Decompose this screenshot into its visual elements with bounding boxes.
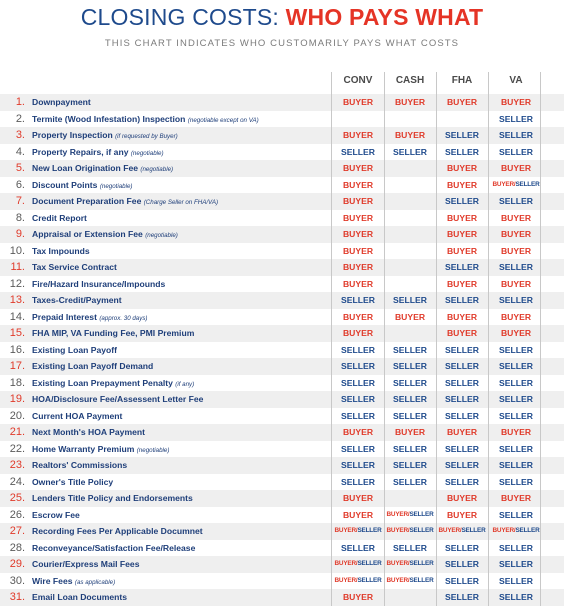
table-row <box>0 177 564 194</box>
row-number: 6. <box>15 178 25 191</box>
row-label <box>32 424 145 441</box>
cell-cash: SELLER <box>393 443 427 454</box>
row-label <box>32 243 90 260</box>
row-label <box>32 474 113 491</box>
cell-conv: SELLER <box>341 460 375 470</box>
cell-va: BUYER <box>500 278 532 289</box>
cell-va: SELLER <box>499 196 533 206</box>
row-label-text: FHA MIP, VA Funding Fee, PMI Premium <box>32 328 195 338</box>
row-number: 10. <box>9 244 25 257</box>
cell-va: SELLER <box>499 344 533 355</box>
cell-fha: BUYER <box>446 163 478 173</box>
row-number: 27. <box>9 525 25 537</box>
cell-va: SELLER <box>499 559 533 569</box>
column-header-fha: FHA <box>451 75 473 86</box>
cell-va: SELLER <box>499 575 533 586</box>
cell-fha: SELLER <box>445 295 479 305</box>
row-number: 19. <box>9 393 25 405</box>
row-label-text: Appraisal or Extension Fee <box>32 229 143 239</box>
cell-va: SELLER <box>499 460 533 470</box>
cell-conv: BUYER <box>342 278 374 289</box>
cell-va: BUYER <box>500 229 532 239</box>
cell-cash: SELLER <box>393 410 427 421</box>
row-label-text: Termite (Wood Infestation) Inspection <box>32 113 186 124</box>
table-row <box>0 441 564 458</box>
table-row <box>0 111 564 128</box>
table-row <box>0 408 564 425</box>
cell-fha: SELLER <box>445 262 479 272</box>
table-row <box>0 144 564 161</box>
row-note: (if any) <box>175 380 195 388</box>
row-label-text: Document Preparation Fee <box>32 196 142 206</box>
table-row <box>0 490 564 507</box>
row-label-text: Lenders Title Policy and Endorsements <box>32 493 193 503</box>
cell-va: SELLER <box>499 146 533 157</box>
cell-va: BUYER/SELLER <box>492 180 540 188</box>
cell-conv: SELLER <box>341 410 375 421</box>
cell-va: BUYER <box>500 427 532 437</box>
cell-fha: BUYER <box>446 493 478 503</box>
cell-conv: BUYER <box>342 97 374 107</box>
cell-va: BUYER/SELLER <box>492 527 540 534</box>
cell-fha: SELLER <box>445 361 479 371</box>
table-row <box>0 259 564 276</box>
cell-va: SELLER <box>499 295 533 305</box>
cell-va: SELLER <box>499 394 533 404</box>
column-divider <box>436 72 437 606</box>
row-label-text: Tax Impounds <box>32 245 90 256</box>
cell-conv: BUYER <box>342 493 374 503</box>
cell-fha: BUYER/SELLER <box>438 527 486 534</box>
cell-fha: SELLER <box>445 542 479 553</box>
cell-fha: BUYER <box>446 212 478 223</box>
row-label-text: Home Warranty Premium <box>32 443 135 454</box>
table-row <box>0 292 564 309</box>
cell-conv: BUYER <box>342 229 374 239</box>
row-label <box>32 259 117 276</box>
cell-fha: SELLER <box>445 410 479 421</box>
table-row <box>0 193 564 210</box>
cell-conv: SELLER <box>341 542 375 553</box>
cell-conv: BUYER <box>342 179 374 190</box>
row-label-text: Prepaid Interest <box>32 311 97 322</box>
cell-cash: BUYER <box>394 427 426 437</box>
cell-conv: BUYER <box>342 509 374 520</box>
column-divider <box>384 72 385 606</box>
row-number: 5. <box>15 162 25 174</box>
cell-cash: BUYER/SELLER <box>386 510 434 518</box>
cell-conv: BUYER/SELLER <box>334 560 382 567</box>
row-label-text: Fire/Hazard Insurance/Impounds <box>32 278 166 289</box>
cell-fha: BUYER <box>446 97 478 107</box>
cell-va: SELLER <box>499 476 533 487</box>
cell-cash: SELLER <box>393 146 427 157</box>
cell-cash: SELLER <box>393 377 427 388</box>
chart-subtitle: THIS CHART INDICATES WHO CUSTOMARILY PAYS WHAT COSTS <box>104 38 460 49</box>
row-number: 24. <box>9 475 25 488</box>
row-note: (negotiable) <box>130 149 164 157</box>
cell-fha: BUYER <box>446 245 478 256</box>
row-number: 9. <box>15 228 25 240</box>
row-label <box>32 276 165 293</box>
table-row <box>0 127 564 144</box>
row-label-text: Existing Loan Payoff <box>32 344 117 355</box>
row-label-text: Owner's Title Policy <box>32 476 114 487</box>
row-label-text: Realtors' Commissions <box>32 460 128 470</box>
cell-conv: BUYER <box>342 262 374 272</box>
row-note: (negotiable) <box>99 182 133 190</box>
cell-cash: SELLER <box>393 542 427 553</box>
row-number: 21. <box>9 426 25 438</box>
title-part-2: WHO PAYS WHAT <box>285 4 484 30</box>
row-number: 22. <box>9 442 25 455</box>
cell-fha: BUYER <box>446 328 478 338</box>
row-label-text: Property Repairs, if any <box>32 146 129 157</box>
row-note: (approx. 30 days) <box>99 314 148 322</box>
row-number: 18. <box>9 376 25 389</box>
row-note: (Charge Seller on FHA/VA) <box>143 199 219 206</box>
row-number: 31. <box>9 591 25 603</box>
row-label-text: Property Inspection <box>32 130 113 140</box>
row-label-text: Escrow Fee <box>32 509 80 520</box>
row-label <box>32 507 80 524</box>
cell-cash: BUYER/SELLER <box>386 527 434 534</box>
column-header-va: VA <box>509 75 523 86</box>
cell-fha: SELLER <box>445 592 479 602</box>
cell-conv: BUYER <box>342 427 374 437</box>
row-label <box>32 292 122 309</box>
cell-va: SELLER <box>499 377 533 388</box>
cell-cash: SELLER <box>393 295 427 305</box>
table-row <box>0 226 564 243</box>
table-row <box>0 210 564 227</box>
row-label <box>32 490 193 507</box>
row-label <box>32 523 203 540</box>
table-row <box>0 325 564 342</box>
row-label <box>32 589 127 606</box>
row-label <box>32 457 127 474</box>
cell-conv: SELLER <box>341 377 375 388</box>
cell-fha: BUYER <box>446 278 478 289</box>
table-row <box>0 540 564 557</box>
row-label-text: Next Month's HOA Payment <box>32 427 145 437</box>
table-row <box>0 573 564 590</box>
cell-fha: SELLER <box>445 443 479 454</box>
row-number: 14. <box>9 310 25 323</box>
cell-fha: BUYER <box>446 509 478 520</box>
cell-fha: BUYER <box>446 427 478 437</box>
row-number: 23. <box>9 459 25 471</box>
row-label <box>32 556 139 573</box>
table-row <box>0 556 564 573</box>
cell-cash: SELLER <box>393 344 427 355</box>
row-label-text: Tax Service Contract <box>32 262 117 272</box>
cell-cash: BUYER <box>394 97 426 107</box>
cell-fha: SELLER <box>445 559 479 569</box>
table-row <box>0 457 564 474</box>
row-number: 3. <box>15 129 25 141</box>
title-part-1: CLOSING COSTS: <box>80 4 286 30</box>
cell-va: SELLER <box>499 361 533 371</box>
row-number: 1. <box>15 96 25 108</box>
cell-conv: SELLER <box>341 443 375 454</box>
row-number: 25. <box>9 492 25 504</box>
table-row <box>0 276 564 293</box>
row-number: 4. <box>15 145 25 158</box>
row-label-text: Reconveyance/Satisfaction Fee/Release <box>32 542 196 553</box>
cell-conv: SELLER <box>341 361 375 371</box>
row-label-text: Email Loan Documents <box>32 592 128 602</box>
cell-conv: BUYER <box>342 592 374 602</box>
cell-conv: BUYER/SELLER <box>334 576 382 584</box>
row-label-text: Taxes-Credit/Payment <box>32 295 122 305</box>
cell-conv: BUYER <box>342 245 374 256</box>
cell-cash: SELLER <box>393 361 427 371</box>
table-row <box>0 507 564 524</box>
row-number: 12. <box>9 277 25 290</box>
row-label-text: Credit Report <box>32 212 87 223</box>
cell-fha: BUYER <box>446 311 478 322</box>
row-note: (negotiable except on VA) <box>187 116 259 124</box>
row-number: 29. <box>9 558 25 570</box>
cell-fha: BUYER <box>446 179 478 190</box>
cell-cash: BUYER/SELLER <box>386 560 434 567</box>
chart-title <box>0 4 564 31</box>
table-header <box>0 72 564 94</box>
cell-fha: SELLER <box>445 130 479 140</box>
cell-cash: SELLER <box>393 394 427 404</box>
row-note: (negotiable) <box>136 446 170 454</box>
cell-fha: SELLER <box>445 476 479 487</box>
row-label-text: Wire Fees <box>32 575 73 586</box>
cell-cash: SELLER <box>393 476 427 487</box>
row-label-text: Existing Loan Prepayment Penalty <box>32 377 173 388</box>
cell-fha: SELLER <box>445 196 479 206</box>
cell-fha: SELLER <box>445 575 479 586</box>
cell-fha: SELLER <box>445 460 479 470</box>
table-row <box>0 589 564 606</box>
cell-cash: BUYER <box>394 130 426 140</box>
row-number: 28. <box>9 541 25 554</box>
cell-va: SELLER <box>499 410 533 421</box>
cell-conv: SELLER <box>341 394 375 404</box>
row-label <box>32 358 153 375</box>
cell-cash: BUYER/SELLER <box>386 576 434 584</box>
row-number: 7. <box>15 195 25 207</box>
cell-cash: BUYER <box>394 311 426 322</box>
row-number: 20. <box>9 409 25 422</box>
cell-conv: BUYER <box>342 130 374 140</box>
row-label-text: Recording Fees Per Applicable Documnet <box>32 526 203 536</box>
row-label-text: HOA/Disclosure Fee/Assessent Letter Fee <box>32 394 204 404</box>
cell-fha: SELLER <box>445 146 479 157</box>
row-number: 11. <box>10 261 25 273</box>
row-label-text: Discount Points <box>32 179 98 190</box>
column-header-conv: CONV <box>343 75 373 86</box>
row-number: 26. <box>9 508 25 521</box>
table-row <box>0 375 564 392</box>
row-label-text: Downpayment <box>32 97 91 107</box>
table-row <box>0 391 564 408</box>
row-label-text: Current HOA Payment <box>32 410 123 421</box>
cell-va: BUYER <box>500 163 532 173</box>
cell-fha: SELLER <box>445 394 479 404</box>
cell-conv: SELLER <box>341 476 375 487</box>
row-label-text: New Loan Origination Fee <box>32 163 138 173</box>
column-header-cash: CASH <box>395 75 425 86</box>
row-note: (negotiable) <box>140 166 174 173</box>
table-row <box>0 523 564 540</box>
cell-va: SELLER <box>499 592 533 602</box>
row-note: (if requested by Buyer) <box>115 133 178 140</box>
row-number: 8. <box>15 211 25 224</box>
table-row <box>0 474 564 491</box>
cell-cash: SELLER <box>393 460 427 470</box>
row-number: 17. <box>9 360 25 372</box>
cell-fha: BUYER <box>446 229 478 239</box>
cell-conv: BUYER/SELLER <box>334 527 382 534</box>
table-row <box>0 358 564 375</box>
row-label <box>32 325 194 342</box>
cell-va: BUYER <box>500 97 532 107</box>
cell-fha: SELLER <box>445 344 479 355</box>
cell-va: SELLER <box>499 542 533 553</box>
cell-conv: BUYER <box>342 212 374 223</box>
row-number: 2. <box>15 112 25 125</box>
cell-va: BUYER <box>500 493 532 503</box>
row-number: 13. <box>9 294 25 306</box>
table-row <box>0 309 564 326</box>
cell-fha: SELLER <box>445 377 479 388</box>
row-number: 30. <box>9 574 25 587</box>
cell-conv: BUYER <box>342 163 374 173</box>
cell-conv: BUYER <box>342 328 374 338</box>
column-divider <box>540 72 541 606</box>
row-note: (as applicable) <box>74 578 116 586</box>
cell-va: SELLER <box>499 509 533 520</box>
row-label-text: Existing Loan Payoff Demand <box>32 361 154 371</box>
cell-va: SELLER <box>499 262 533 272</box>
cell-conv: SELLER <box>341 295 375 305</box>
column-divider <box>331 72 332 606</box>
row-label <box>32 391 203 408</box>
cell-va: BUYER <box>500 311 532 322</box>
cell-va: SELLER <box>499 113 533 124</box>
cell-conv: SELLER <box>341 344 375 355</box>
cell-va: SELLER <box>499 130 533 140</box>
cell-va: BUYER <box>500 328 532 338</box>
cell-conv: BUYER <box>342 196 374 206</box>
table-row <box>0 160 564 177</box>
row-label <box>32 540 195 557</box>
row-label <box>32 94 91 111</box>
table-row <box>0 342 564 359</box>
table-row <box>0 94 564 111</box>
row-note: (negotiable) <box>145 232 178 239</box>
cell-conv: BUYER <box>342 311 374 322</box>
column-divider <box>488 72 489 606</box>
row-label-text: Courier/Express Mail Fees <box>32 559 140 569</box>
row-number: 15. <box>9 327 25 339</box>
row-label <box>32 210 87 227</box>
cell-conv: SELLER <box>341 146 375 157</box>
cell-va: SELLER <box>499 443 533 454</box>
row-label <box>32 408 122 425</box>
cell-va: BUYER <box>500 245 532 256</box>
row-number: 16. <box>9 343 25 356</box>
table-row <box>0 243 564 260</box>
cell-va: BUYER <box>500 212 532 223</box>
row-label <box>32 342 117 359</box>
table-row <box>0 424 564 441</box>
